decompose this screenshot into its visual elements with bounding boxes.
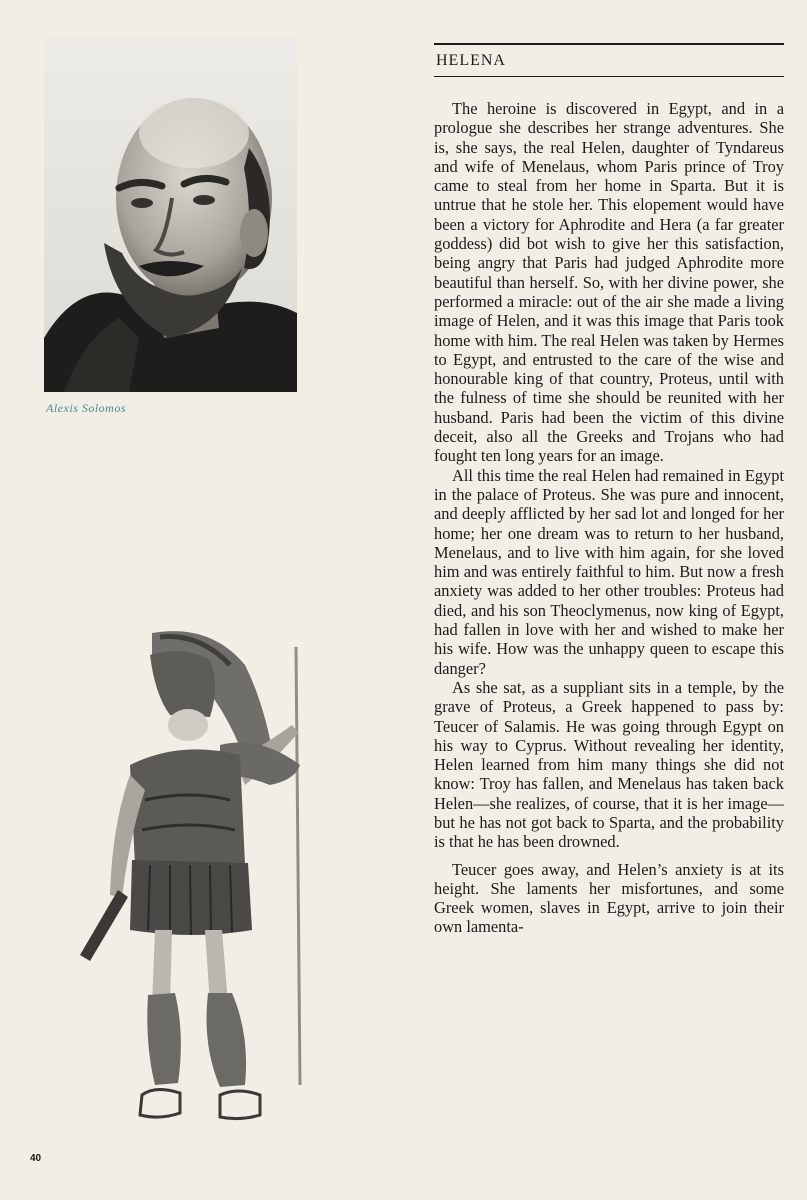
article-paragraph: All this time the real Helen had remained in Egypt in the palace of Proteus. She was pure and innocent, and deeply afflicted by her sad lot and longed for her home; her one dream was to return to her husband, Menelaus, and to live with him again, for she loved him and was entirely faithful to him. But now a fresh anxiety was added to her other troubles: Proteus had died, and his son Theoclymenus, now king of Egypt, had fallen in love with her and wished to make her his wife. How was the unhappy queen to escape this danger? [434, 465, 784, 678]
article-paragraph: The heroine is discovered in Egypt, and in a prologue she describes her strange adventures. She is, she says, the real Helen, daughter of Tyndareus and wife of Menelaus, whom Paris prince of Troy came to steal from her home in Sparta. But it is untrue that he stole her. This elopement would have been a victory for Aphrodite and Hera (a far greater goddess) did bot wish to give her this satisfaction, being angry that Paris had judged Aphrodite more beautiful than herself. So, with her divine power, she performed a miracle: out of the air she made a living image of Helen, and it was this image that Paris took home with him. The real Helen was taken by Hermes to Egypt, and entrusted to the care of the wise and honourable king of that country, Proteus, until with the fulness of time she should be reunited with her husband. Paris had been the victim of this divine deceit, also all the Greeks and Trojans who had fought ten long years for an image. [434, 99, 784, 466]
warrior-drawing [60, 625, 330, 1135]
portrait-image [44, 38, 297, 392]
top-rule [434, 43, 784, 45]
article-heading: HELENA [436, 52, 506, 69]
portrait-photo [44, 38, 297, 392]
article-column [434, 43, 784, 937]
page-number: 40 [30, 1153, 42, 1164]
article-paragraph: Teucer goes away, and Helen’s anxiety is at its height. She laments her misfortunes, and some Greek women, slaves in Egypt, arrive to join their own lamenta- [434, 859, 784, 937]
heading-rule [434, 76, 784, 77]
warrior-illustration [60, 625, 330, 1135]
article-paragraph: As she sat, as a suppliant sits in a temple, by the grave of Proteus, a Greek happened to pass by: Teucer of Salamis. He was going through Egypt on his way to Cyprus. Without revealing her identity, Helen learned from him many things she did not know: Troy has fallen, and Menelaus has taken back Helen—she realizes, of course, that it is her image—but he has not got back to Sparta, and the probability is that he has been drowned. [434, 677, 784, 852]
photo-caption: Alexis Solomos [46, 401, 126, 415]
